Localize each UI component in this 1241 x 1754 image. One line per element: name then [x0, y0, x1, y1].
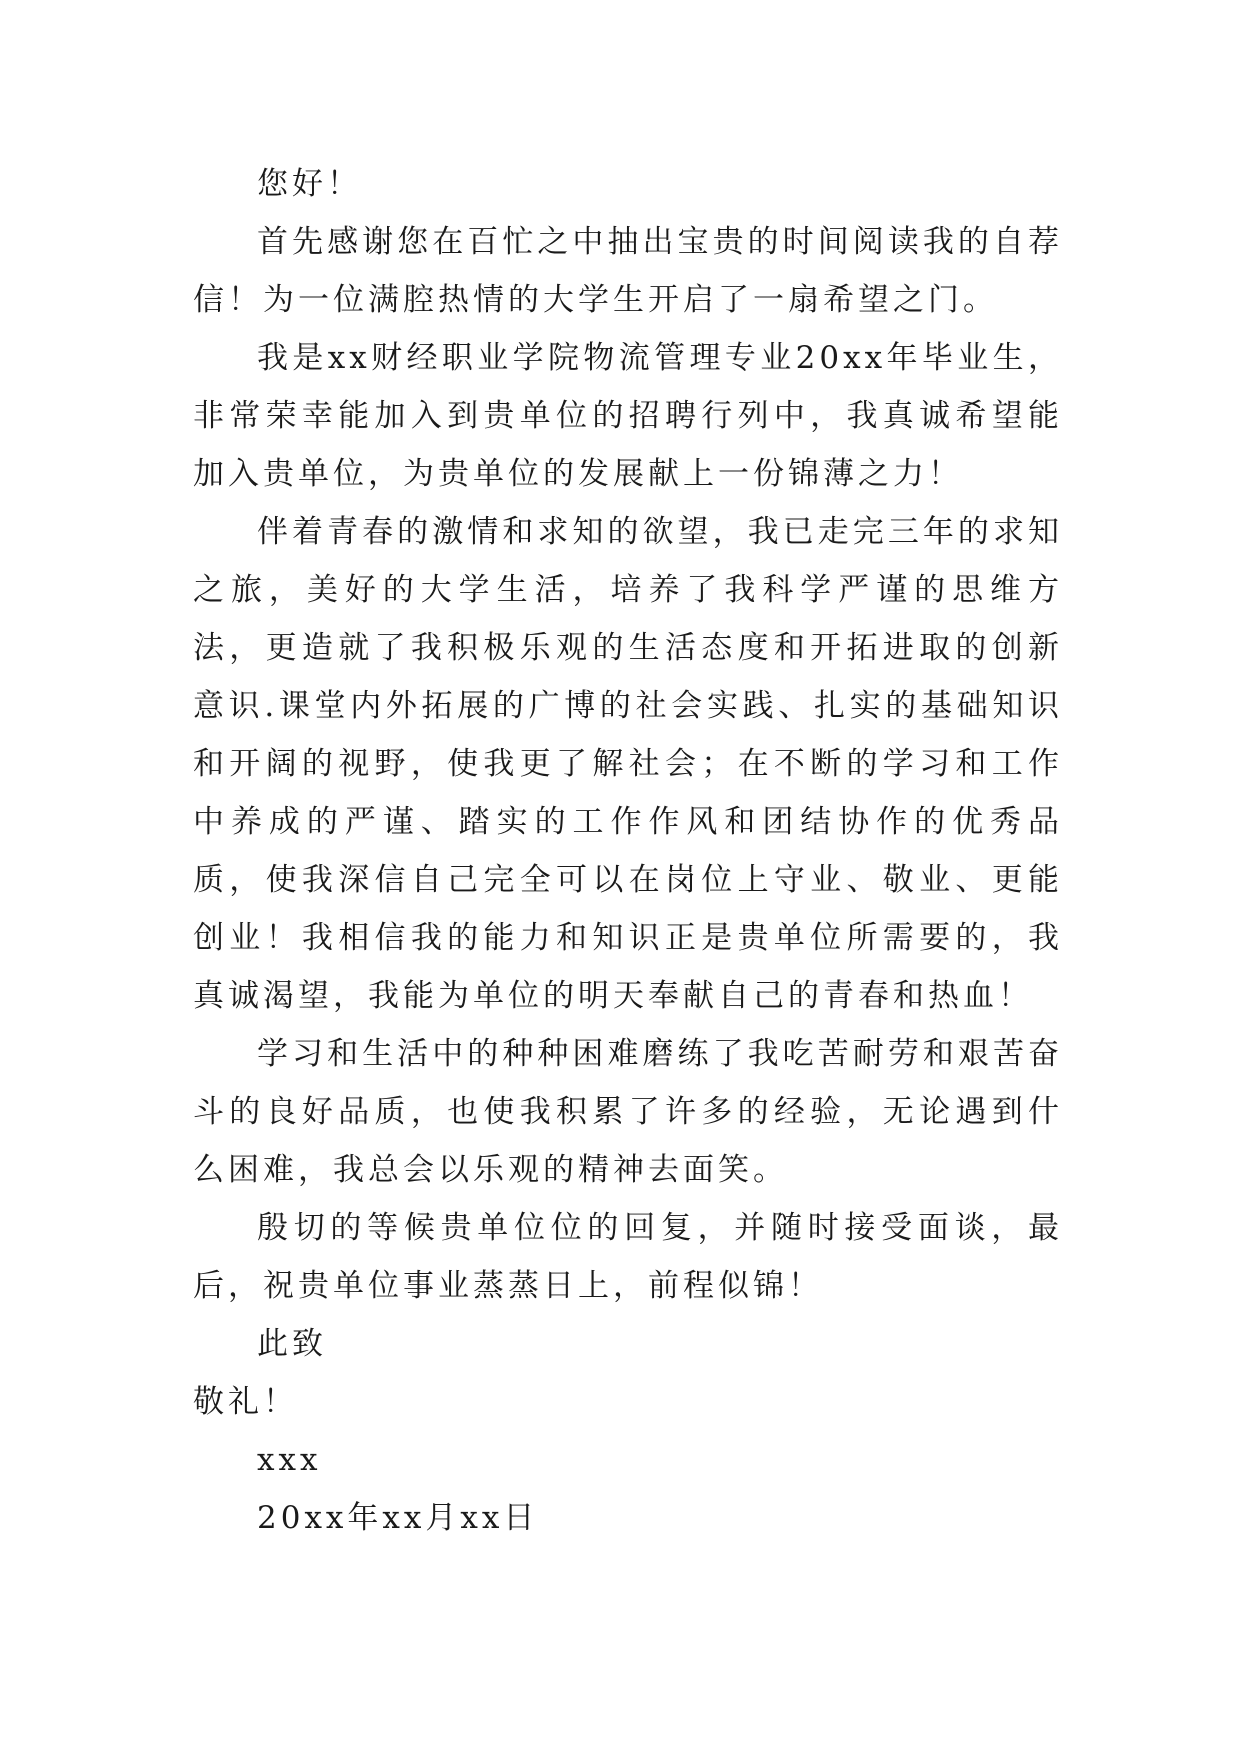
letter-signature: xxx — [257, 1442, 322, 1478]
letter-closing-regards: 敬礼！ — [193, 1384, 298, 1420]
letter-greeting: 您好！ — [257, 166, 362, 202]
letter-paragraph-2: 我是xx财经职业学院物流管理专业20xx年毕业生，非常荣幸能加入到贵单位的招聘行列中，我真诚希望能加入贵单位，为贵单位的发展献上一份锦薄之力！ — [193, 340, 1063, 492]
letter-body — [193, 155, 1063, 1547]
letter-paragraph-1: 首先感谢您在百忙之中抽出宝贵的时间阅读我的自荐信！为一位满腔热情的大学生开启了一扇希望之门。 — [193, 224, 1063, 318]
letter-closing-salutation: 此致 — [257, 1326, 327, 1362]
letter-date: 20xx年xx月xx日 — [257, 1500, 539, 1536]
letter-paragraph-3: 伴着青春的激情和求知的欲望，我已走完三年的求知之旅，美好的大学生活，培养了我科学严谨的思维方法，更造就了我积极乐观的生活态度和开拓进取的创新意识.课堂内外拓展的广博的社会实践、扎实的基础知识和开阔的视野，使我更了解社会；在不断的学习和工作中养成的严谨、踏实的工作作风和团结协作的优秀品质，使我深信自己完全可以在岗位上守业、敬业、更能创业！我相信我的能力和知识正是贵单位所需要的，我真诚渴望，我能为单位的明天奉献自己的青春和热血！ — [193, 514, 1063, 1014]
letter-paragraph-4: 学习和生活中的种种困难磨练了我吃苦耐劳和艰苦奋斗的良好品质，也使我积累了许多的经验，无论遇到什么困难，我总会以乐观的精神去面笑。 — [193, 1036, 1063, 1188]
letter-paragraph-5: 殷切的等候贵单位位的回复，并随时接受面谈，最后，祝贵单位事业蒸蒸日上，前程似锦！ — [193, 1210, 1063, 1304]
